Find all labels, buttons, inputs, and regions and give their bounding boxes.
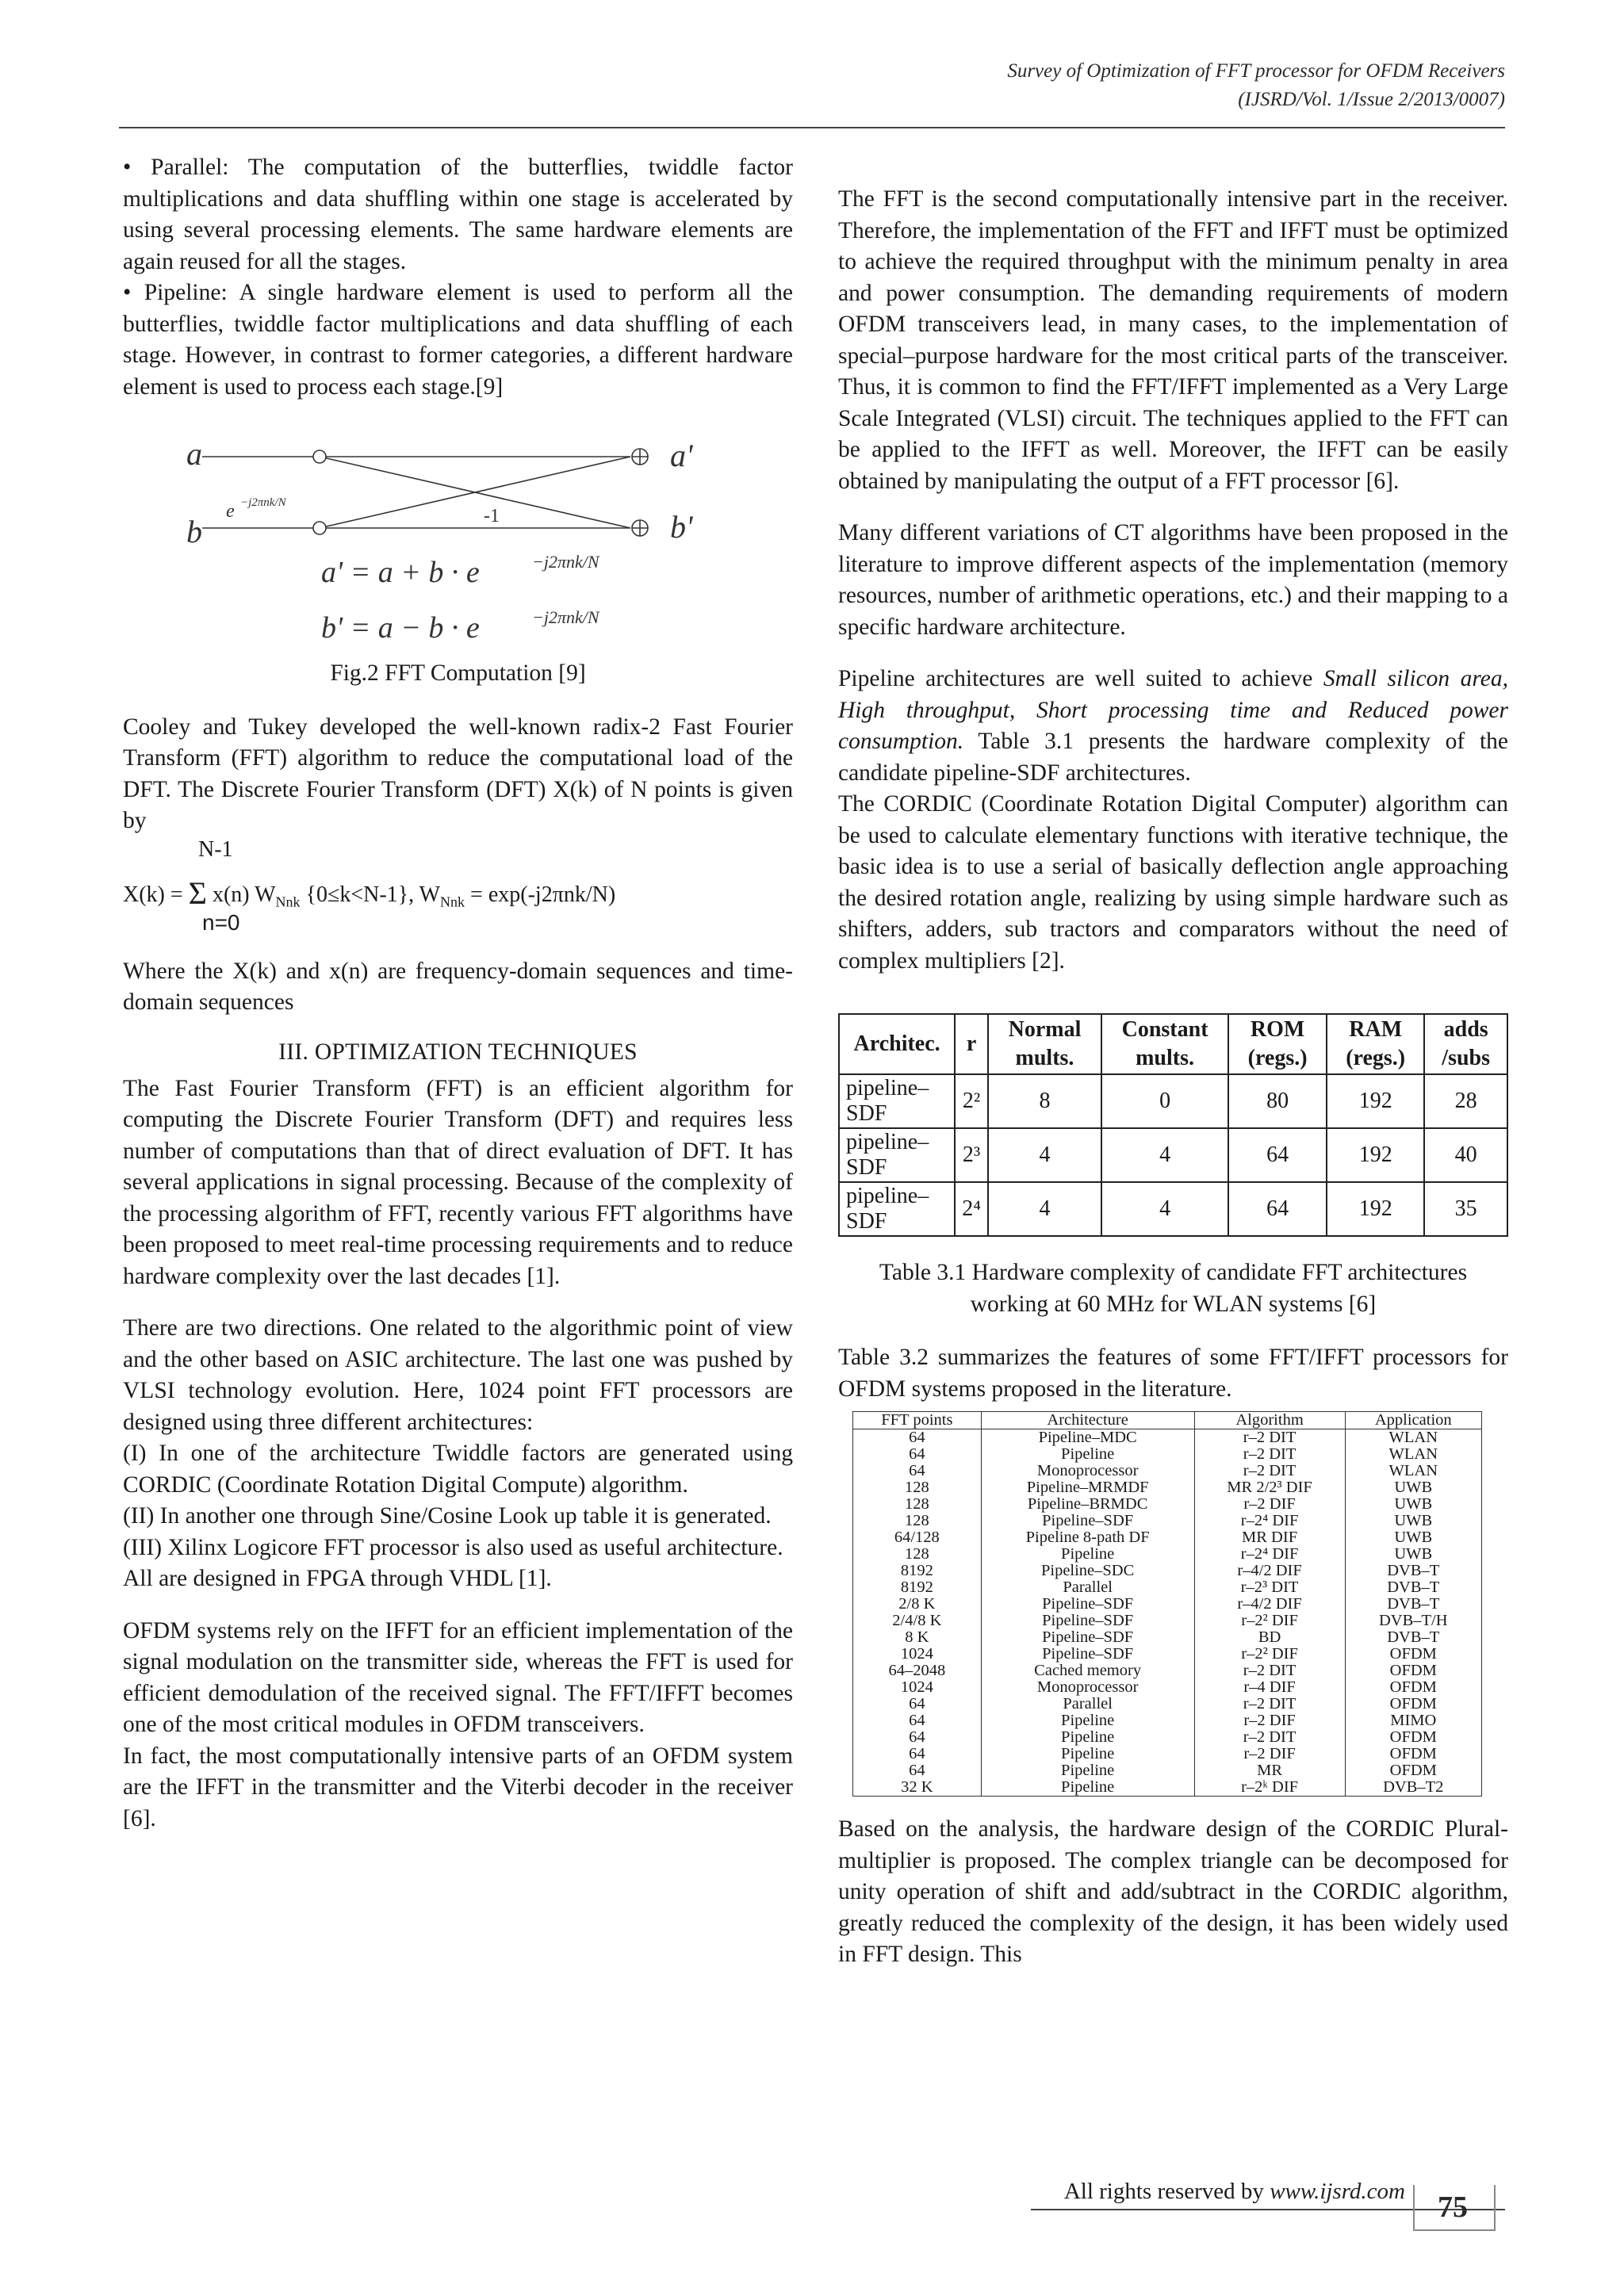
equation-a-prime-exponent: −j2πnk/N [532, 552, 599, 572]
table-cell: 4 [1101, 1128, 1228, 1182]
table-cell: 8192 [853, 1563, 982, 1579]
table-cell: 2⁴ [955, 1182, 988, 1236]
butterfly-figure [123, 423, 793, 653]
table-cell: DVB–T [1345, 1579, 1481, 1596]
equation-a-prime: a' = a + b · e [321, 556, 480, 589]
table-cell: 1024 [853, 1679, 982, 1696]
table-cell: Pipeline [981, 1712, 1194, 1729]
table-cell: Pipeline–SDF [981, 1613, 1194, 1629]
header-citation: (IJSRD/Vol. 1/Issue 2/2013/0007) [1238, 89, 1505, 110]
pipeline-paragraph: • Pipeline: A single hardware element is used to perform all the butterflies, twiddle factor multiplications and data shuffling of each stage. However, in contrast to former categories, a different hardware element is used to process each stage.[9] [123, 280, 793, 400]
table-cell: Pipeline–MDC [981, 1429, 1194, 1447]
table2-intro-paragraph: Table 3.2 summarizes the features of some FFT/IFFT processors for OFDM systems proposed in the literature. [838, 1345, 1508, 1402]
twiddle-base: e [226, 501, 235, 522]
table-cell: 128 [853, 1513, 982, 1529]
table-row [853, 1579, 1482, 1596]
table-cell: Pipeline [981, 1546, 1194, 1563]
table-header-cell: Constant mults. [1101, 1014, 1228, 1074]
table-cell: pipeline–SDF [839, 1182, 955, 1236]
equation-b-prime-exponent: −j2πnk/N [532, 607, 599, 627]
table-cell: MIMO [1345, 1712, 1481, 1729]
table-cell: Parallel [981, 1579, 1194, 1596]
table-row [853, 1746, 1482, 1762]
table-cell: 192 [1327, 1128, 1424, 1182]
label-a: a [186, 436, 202, 472]
table-row [853, 1646, 1482, 1663]
pipeline-architectures-paragraph [838, 664, 1508, 789]
table-cell: OFDM [1345, 1679, 1481, 1696]
table-cell: Cached memory [981, 1663, 1194, 1679]
table-cell: r–2ᵏ DIF [1194, 1779, 1345, 1797]
table-cell: 32 K [853, 1779, 982, 1797]
table-row [839, 1128, 1507, 1182]
table-cell: MR 2/2³ DIF [1194, 1479, 1345, 1496]
table-cell: Pipeline [981, 1746, 1194, 1762]
table-cell: r–2 DIT [1194, 1463, 1345, 1479]
table-cell: Pipeline–SDF [981, 1646, 1194, 1663]
table-cell: 2/8 K [853, 1596, 982, 1613]
table-cell: r–2 DIT [1194, 1696, 1345, 1712]
table-header-cell: r [955, 1014, 988, 1074]
formula-condition: {0≤k<N-1}, W [300, 882, 441, 907]
section-heading: III. OPTIMIZATION TECHNIQUES [278, 1039, 638, 1065]
footer-copyright [1064, 2179, 1405, 2205]
viterbi-paragraph: In fact, the most computationally intensive parts of an OFDM system are the IFFT in the transmitter and the Viterbi decoder in the receiver [6]. [123, 1743, 793, 1831]
table-row [853, 1429, 1482, 1447]
table-cell: UWB [1345, 1496, 1481, 1513]
table-cell: 28 [1424, 1074, 1507, 1128]
table-cell: 40 [1424, 1128, 1507, 1182]
table-row [853, 1629, 1482, 1646]
minus-one-label: -1 [484, 506, 500, 526]
formula-rhs: = exp(-j2πnk/N) [465, 882, 616, 907]
table-cell: 128 [853, 1496, 982, 1513]
label-b: b [186, 514, 202, 549]
table-cell: 2³ [955, 1128, 988, 1182]
table-cell: r–2² DIF [1194, 1613, 1345, 1629]
formula-subscript-1: Nnk [275, 894, 301, 910]
sum-upper-limit: N-1 [198, 836, 233, 862]
table-cell: 192 [1327, 1182, 1424, 1236]
table-cell: r–2 DIF [1194, 1496, 1345, 1513]
table-header-cell: Algorithm [1194, 1412, 1345, 1429]
header-title: Survey of Optimization of FFT processor for OFDM Receivers [1007, 60, 1505, 82]
table-cell: OFDM [1345, 1746, 1481, 1762]
table-cell: 2/4/8 K [853, 1613, 982, 1629]
hardware-complexity-table [838, 1013, 1508, 1237]
table-cell: 4 [988, 1128, 1101, 1182]
table-cell: 64 [853, 1446, 982, 1463]
twiddle-exponent: −j2πnk/N [240, 496, 286, 509]
table-cell: 64 [853, 1746, 982, 1762]
sum-lower-limit: n=0 [202, 909, 240, 935]
table-cell: OFDM [1345, 1729, 1481, 1746]
table-cell: DVB–T2 [1345, 1779, 1481, 1797]
label-b-prime: b' [670, 509, 693, 545]
table-cell: r–4 DIF [1194, 1679, 1345, 1696]
table-header-cell: ROM (regs.) [1228, 1014, 1327, 1074]
table-cell: r–2 DIF [1194, 1746, 1345, 1762]
cordic-paragraph: The CORDIC (Coordinate Rotation Digital Computer) algorithm can be used to calculate elementary functions with iterative technique, the basic idea is to use a serial of basically deflection angle approaching the desired rotation angle, realizing by using simple hardware such as shifters, adders, sub tractors and comparators without the need of complex multipliers [2]. [838, 791, 1508, 974]
table1-caption: Table 3.1 Hardware complexity of candidate FFT architectures working at 60 MHz for WLAN systems [6] [879, 1260, 1468, 1317]
architecture-item-1: (I) In one of the architecture Twiddle factors are generated using CORDIC (Coordinate Rotation Digital Compute) algorithm. [123, 1441, 793, 1498]
table-header-cell: adds /subs [1424, 1014, 1507, 1074]
table-header-row [853, 1412, 1482, 1429]
table-cell: 1024 [853, 1646, 982, 1663]
table-cell: r–2² DIF [1194, 1646, 1345, 1663]
table-row [853, 1596, 1482, 1613]
table-cell: r–2⁴ DIF [1194, 1546, 1345, 1563]
table-header-cell: Architec. [839, 1014, 955, 1074]
table-cell: OFDM [1345, 1762, 1481, 1779]
table-cell: Pipeline–SDC [981, 1563, 1194, 1579]
table-cell: Pipeline–SDF [981, 1629, 1194, 1646]
table-row [853, 1513, 1482, 1529]
table-header-cell: Architecture [981, 1412, 1194, 1429]
right-column [838, 184, 1508, 1992]
table-cell: 64 [853, 1696, 982, 1712]
table-header-cell: RAM (regs.) [1327, 1014, 1424, 1074]
table-cell: DVB–T [1345, 1629, 1481, 1646]
table-row [853, 1762, 1482, 1779]
table-cell: Pipeline [981, 1779, 1194, 1797]
table-cell: 192 [1327, 1074, 1424, 1128]
table-header-cell: Normal mults. [988, 1014, 1101, 1074]
table-cell: 80 [1228, 1074, 1327, 1128]
formula-subscript-2: Nnk [440, 894, 465, 910]
table-cell: Monoprocessor [981, 1463, 1194, 1479]
table-cell: Pipeline–SDF [981, 1513, 1194, 1529]
table-cell: 35 [1424, 1182, 1507, 1236]
formula-lhs: X(k) = [123, 882, 189, 907]
table-row [839, 1182, 1507, 1236]
table-cell: 128 [853, 1546, 982, 1563]
table-row [853, 1479, 1482, 1496]
table-cell: Pipeline–SDF [981, 1596, 1194, 1613]
table-row [853, 1712, 1482, 1729]
pipeline-text-a: Pipeline architectures are well suited to achieve [838, 666, 1323, 691]
label-a-prime: a' [670, 438, 693, 473]
table-cell: 64/128 [853, 1529, 982, 1546]
pipeline-text-italic: Small silicon area, High throughput, Short processing time and Reduced power consumption. [838, 666, 1508, 754]
table-cell: Parallel [981, 1696, 1194, 1712]
fft-efficiency-paragraph: The Fast Fourier Transform (FFT) is an efficient algorithm for computing the Discrete Fourier Transform (DFT) and requires less number of computations than that of direct evaluation of DFT. It has several applications in signal processing. Because of the complexity of the processing algorithm of FFT, recently various FFT algorithms have been proposed to meet real-time processing requirements and to reduce hardware complexity over the last decades [1]. [123, 1075, 793, 1289]
table-row [853, 1463, 1482, 1479]
table-cell: 0 [1101, 1074, 1228, 1128]
table-cell: DVB–T [1345, 1563, 1481, 1579]
formula-term: x(n) W [206, 882, 276, 907]
table-cell: 64 [1228, 1128, 1327, 1182]
table-cell: r–2 DIT [1194, 1663, 1345, 1679]
table-header-row [839, 1014, 1507, 1074]
table-cell: pipeline–SDF [839, 1128, 955, 1182]
table-cell: 64 [853, 1463, 982, 1479]
table-row [853, 1679, 1482, 1696]
architecture-item-2: (II) In another one through Sine/Cosine Look up table it is generated. [123, 1503, 772, 1529]
table-row [853, 1729, 1482, 1746]
table-cell: DVB–T [1345, 1596, 1481, 1613]
cordic-plural-multiplier-paragraph: Based on the analysis, the hardware design of the CORDIC Plural-multiplier is proposed. The complex triangle can be decomposed for unity operation of shift and add/subtract in the CORDIC algorithm, greatly reduced the complexity of the design, it has been widely used in FFT design. This [838, 1816, 1508, 1967]
table-cell: OFDM [1345, 1663, 1481, 1679]
table-cell: r–4/2 DIF [1194, 1596, 1345, 1613]
table-cell: 4 [988, 1182, 1101, 1236]
table-cell: 64 [853, 1712, 982, 1729]
pipeline-text-b: Table 3.1 presents the hardware complexity of the candidate pipeline-SDF architectures. [838, 729, 1508, 786]
equation-b-prime: b' = a − b · e [321, 611, 480, 645]
table-row [853, 1613, 1482, 1629]
table-row [839, 1074, 1507, 1128]
table-row [853, 1446, 1482, 1463]
table-cell: 4 [1101, 1182, 1228, 1236]
table-cell: 8 K [853, 1629, 982, 1646]
figure-caption: Fig.2 FFT Computation [9] [330, 660, 586, 686]
table-cell: Pipeline 8-path DF [981, 1529, 1194, 1546]
fft-second-part-paragraph: The FFT is the second computationally intensive part in the receiver. Therefore, the implementation of the FFT and IFFT must be optimized to achieve the required throughput with the minimum penalty in area and power consumption. The demanding requirements of modern OFDM transceivers lead, in many cases, to the implementation of special–purpose hardware for the most critical parts of the transceiver. Thus, it is common to find the FFT/IFFT implemented as a Very Large Scale Integrated (VLSI) circuit. The techniques applied to the FFT can be applied to the IFFT as well. Moreover, the IFFT can be easily obtained by manipulating the output of a FFT processor [6]. [838, 186, 1508, 494]
cooley-tukey-paragraph: Cooley and Tukey developed the well-known radix-2 Fast Fourier Transform (FFT) algorithm to reduce the computational load of the DFT. The Discrete Fourier Transform (DFT) X(k) of N points is given by [123, 714, 793, 833]
parallel-paragraph: • Parallel: The computation of the butterflies, twiddle factor multiplications and data shuffling within one stage is accelerated by using several processing elements. The same hardware elements are again reused for all the stages. [123, 155, 793, 274]
table-row [853, 1546, 1482, 1563]
table-cell: pipeline–SDF [839, 1074, 955, 1128]
table-cell: MR [1194, 1762, 1345, 1779]
table-cell: DVB–T/H [1345, 1613, 1481, 1629]
table-cell: 8192 [853, 1579, 982, 1596]
table-cell: r–2⁴ DIF [1194, 1513, 1345, 1529]
table-row [853, 1563, 1482, 1579]
table-cell: UWB [1345, 1479, 1481, 1496]
ct-algorithms-paragraph: Many different variations of CT algorithms have been proposed in the literature to improve different aspects of the implementation (memory resources, number of arithmetic operations, etc.) and their mapping to a specific hardware architecture. [838, 520, 1508, 640]
dft-formula [123, 837, 793, 940]
table-row [853, 1663, 1482, 1679]
table-cell: 64–2048 [853, 1663, 982, 1679]
table-row [853, 1496, 1482, 1513]
table-cell: r–2 DIT [1194, 1729, 1345, 1746]
table-cell: r–4/2 DIF [1194, 1563, 1345, 1579]
table-cell: UWB [1345, 1546, 1481, 1563]
table-cell: Pipeline [981, 1446, 1194, 1463]
table-cell: r–2 DIT [1194, 1429, 1345, 1447]
fft-processor-features-table [852, 1411, 1482, 1797]
table-cell: MR DIF [1194, 1529, 1345, 1546]
left-column [123, 152, 793, 1835]
table-cell: Monoprocessor [981, 1679, 1194, 1696]
table-cell: Pipeline–MRMDF [981, 1479, 1194, 1496]
running-header [1007, 57, 1505, 114]
table-cell: r–2 DIF [1194, 1712, 1345, 1729]
table-cell: 64 [853, 1429, 982, 1447]
table-cell: Pipeline [981, 1762, 1194, 1779]
table-row [853, 1529, 1482, 1546]
footer-text: All rights reserved by [1063, 2179, 1270, 2204]
table-cell: Pipeline–BRMDC [981, 1496, 1194, 1513]
table-row [853, 1696, 1482, 1712]
table-cell: OFDM [1345, 1646, 1481, 1663]
table-header-cell: FFT points [853, 1412, 982, 1429]
table-cell: 64 [853, 1762, 982, 1779]
table-cell: WLAN [1345, 1429, 1481, 1447]
formula-main-line [123, 872, 615, 911]
table-cell: UWB [1345, 1513, 1481, 1529]
table-cell: r–2 DIT [1194, 1446, 1345, 1463]
table-header-cell: Application [1345, 1412, 1481, 1429]
table-cell: 128 [853, 1479, 982, 1496]
table-cell: 64 [1228, 1182, 1327, 1236]
table-cell: 2² [955, 1074, 988, 1128]
table-cell: WLAN [1345, 1446, 1481, 1463]
footer-site-link[interactable]: www.ijsrd.com [1270, 2179, 1405, 2204]
two-directions-paragraph: There are two directions. One related to the algorithmic point of view and the other based on ASIC architecture. The last one was pushed by VLSI technology evolution. Here, 1024 point FFT processors are designed using three different architectures: [123, 1315, 793, 1435]
table-cell: WLAN [1345, 1463, 1481, 1479]
table-cell: BD [1194, 1629, 1345, 1646]
table-cell: 64 [853, 1729, 982, 1746]
domain-sequences-paragraph: Where the X(k) and x(n) are frequency-domain sequences and time-domain sequences [123, 958, 793, 1015]
table-cell: r–2³ DIT [1194, 1579, 1345, 1596]
table-cell: Pipeline [981, 1729, 1194, 1746]
table-row [853, 1779, 1482, 1797]
table-cell: UWB [1345, 1529, 1481, 1546]
table-cell: 8 [988, 1074, 1101, 1128]
table-cell: OFDM [1345, 1696, 1481, 1712]
architecture-item-3: (III) Xilinx Logicore FFT processor is also used as useful architecture. [123, 1534, 783, 1560]
fpga-vhdl-line: All are designed in FPGA through VHDL [1]. [123, 1566, 552, 1591]
page-number: 75 [1438, 2191, 1468, 2224]
sigma-symbol: Σ [188, 874, 207, 911]
header-rule [119, 127, 1505, 128]
ofdm-ifft-paragraph: OFDM systems rely on the IFFT for an efficient implementation of the signal modulation on the transmitter side, whereas the FFT is used for efficient demodulation of the received signal. The FFT/IFFT becomes one of the most critical modules in OFDM transceivers. [123, 1617, 793, 1737]
